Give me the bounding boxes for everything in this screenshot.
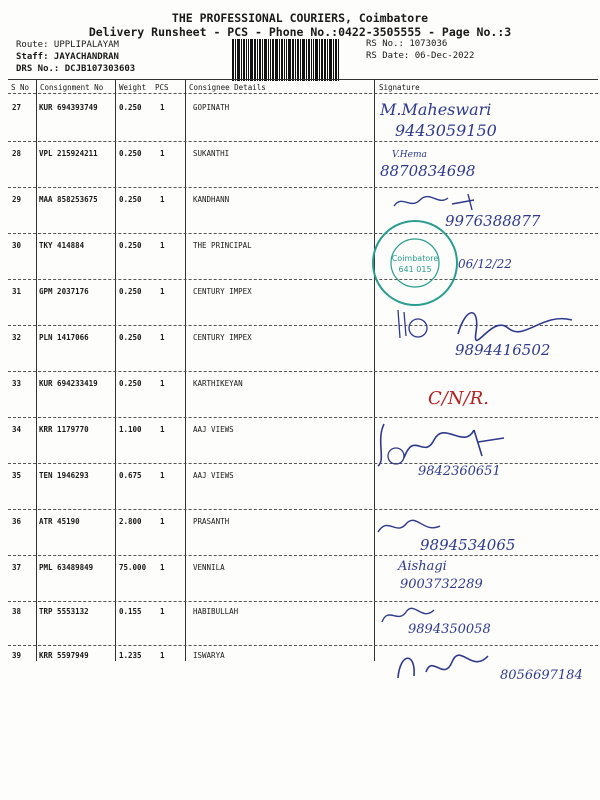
row-weight: 0.250 [119, 149, 142, 158]
row-sno: 34 [12, 425, 22, 434]
row-sno: 33 [12, 379, 22, 388]
signature-34-scrawl [374, 420, 514, 468]
row-rule [8, 279, 598, 280]
row-weight: 0.250 [119, 333, 142, 342]
row-sno: 32 [12, 333, 22, 342]
col-header-consignee: Consignee Details [189, 83, 266, 92]
row-consignment: TRP 5553132 [39, 607, 89, 616]
signature-39-phone: 8056697184 [500, 668, 583, 683]
row-consignment: KRR 1179770 [39, 425, 89, 434]
row-consignee: VENNILA [193, 563, 225, 572]
row-weight: 0.155 [119, 607, 142, 616]
signature-28-phone: 8870834698 [380, 162, 476, 180]
stamp-city: Coimbatore [391, 254, 439, 263]
row-pcs: 1 [160, 517, 165, 526]
row-pcs: 1 [160, 425, 165, 434]
signature-27-phone: 9443059150 [395, 121, 497, 140]
signature-28-name: V.Hema [392, 150, 427, 160]
signature-29-scrawl [390, 192, 480, 214]
row-weight: 75.000 [119, 563, 147, 572]
row-rule [8, 187, 598, 188]
signature-29-phone: 9976388877 [445, 212, 541, 230]
row-weight: 1.235 [119, 651, 142, 660]
row-rule [8, 371, 598, 372]
row-consignee: AAJ VIEWS [193, 425, 234, 434]
signature-31-mark [392, 308, 432, 342]
row-rule [8, 555, 598, 556]
row-rule [8, 233, 598, 234]
row-weight: 0.250 [119, 287, 142, 296]
row-consignment: PML 63489849 [39, 563, 94, 572]
row-weight: 0.675 [119, 471, 142, 480]
col-header-weight: Weight [119, 83, 147, 92]
row-pcs: 1 [160, 379, 165, 388]
runsheet-title: Delivery Runsheet - PCS - Phone No.:0422-3505555 - Page No.:3 [88, 25, 512, 39]
signature-33-mark: C/N/R. [428, 388, 489, 409]
row-consignee: CENTURY IMPEX [193, 287, 252, 296]
row-weight: 1.100 [119, 425, 142, 434]
row-sno: 28 [12, 149, 22, 158]
row-pcs: 1 [160, 651, 165, 660]
col-header-sno: S No [11, 83, 30, 92]
row-consignment: ATR 45190 [39, 517, 80, 526]
rs-date: RS Date: 06-Dec-2022 [366, 51, 475, 61]
row-pcs: 1 [160, 333, 165, 342]
row-consignment: KRR 5597949 [39, 651, 89, 660]
row-pcs: 1 [160, 241, 165, 250]
row-pcs: 1 [160, 607, 165, 616]
row-consignee: KARTHIKEYAN [193, 379, 243, 388]
row-sno: 31 [12, 287, 22, 296]
signature-27-name: M.Maheswari [380, 100, 492, 119]
drs-number: DRS No.: DCJB107303603 [16, 64, 136, 74]
header-rule [8, 93, 598, 94]
col-header-pcs: PCS [155, 83, 169, 92]
signature-37-phone: 9003732289 [400, 577, 483, 592]
col-divider [115, 79, 116, 661]
institution-stamp [370, 218, 460, 308]
row-consignment: GPM 2037176 [39, 287, 89, 296]
signature-36-phone: 9894534065 [420, 536, 516, 554]
row-consignment: TKY 414884 [39, 241, 85, 250]
col-divider [185, 79, 186, 661]
signature-32-phone: 9894416502 [455, 341, 551, 359]
row-weight: 2.800 [119, 517, 142, 526]
stamp-pin: 641 015 [398, 265, 432, 274]
row-sno: 38 [12, 607, 22, 616]
row-rule [8, 141, 598, 142]
route: Route: UPPLIPALAYAM [16, 40, 119, 50]
signature-37-name: Aishagi [398, 559, 447, 574]
row-consignment: VPL 215924211 [39, 149, 98, 158]
row-rule [8, 601, 598, 602]
row-sno: 29 [12, 195, 22, 204]
row-pcs: 1 [160, 149, 165, 158]
row-consignment: TEN 1946293 [39, 471, 89, 480]
signature-38-phone: 9894350058 [408, 622, 491, 637]
barcode [232, 39, 358, 81]
row-consignee: THE PRINCIPAL [193, 241, 252, 250]
row-sno: 36 [12, 517, 22, 526]
col-header-consignment: Consignment No [40, 83, 104, 92]
row-consignee: HABIBULLAH [193, 607, 239, 616]
row-rule [8, 645, 598, 646]
row-consignment: KUR 694393749 [39, 103, 98, 112]
row-consignee: CENTURY IMPEX [193, 333, 252, 342]
row-weight: 0.250 [119, 379, 142, 388]
row-consignee: AAJ VIEWS [193, 471, 234, 480]
row-weight: 0.250 [119, 241, 142, 250]
row-weight: 0.250 [119, 195, 142, 204]
row-sno: 30 [12, 241, 22, 250]
row-pcs: 1 [160, 195, 165, 204]
row-rule [8, 417, 598, 418]
row-sno: 39 [12, 651, 22, 660]
row-consignment: PLN 1417066 [39, 333, 89, 342]
row-consignment: MAA 858253675 [39, 195, 98, 204]
table-top-rule [8, 79, 598, 80]
signature-30-date: 06/12/22 [458, 257, 512, 271]
row-weight: 0.250 [119, 103, 142, 112]
col-divider [374, 79, 375, 661]
signature-35-phone: 9842360651 [418, 464, 501, 479]
row-sno: 35 [12, 471, 22, 480]
row-consignee: KANDHANN [193, 195, 230, 204]
col-divider [36, 79, 37, 661]
row-consignee: ISWARYA [193, 651, 225, 660]
row-consignee: SUKANTHI [193, 149, 230, 158]
signature-32-scrawl [452, 302, 582, 342]
row-consignee: PRASANTH [193, 517, 230, 526]
row-consignment: KUR 694233419 [39, 379, 98, 388]
row-sno: 27 [12, 103, 22, 112]
signature-39-scrawl [392, 648, 502, 684]
staff: Staff: JAYACHANDRAN [16, 52, 119, 62]
row-pcs: 1 [160, 287, 165, 296]
row-pcs: 1 [160, 471, 165, 480]
row-pcs: 1 [160, 103, 165, 112]
row-rule [8, 509, 598, 510]
company-title: THE PROFESSIONAL COURIERS, Coimbatore [171, 11, 429, 25]
row-pcs: 1 [160, 563, 165, 572]
rs-number: RS No.: 1073036 [366, 39, 448, 49]
row-sno: 37 [12, 563, 22, 572]
row-consignee: GOPINATH [193, 103, 230, 112]
col-header-signature: Signature [379, 83, 420, 92]
